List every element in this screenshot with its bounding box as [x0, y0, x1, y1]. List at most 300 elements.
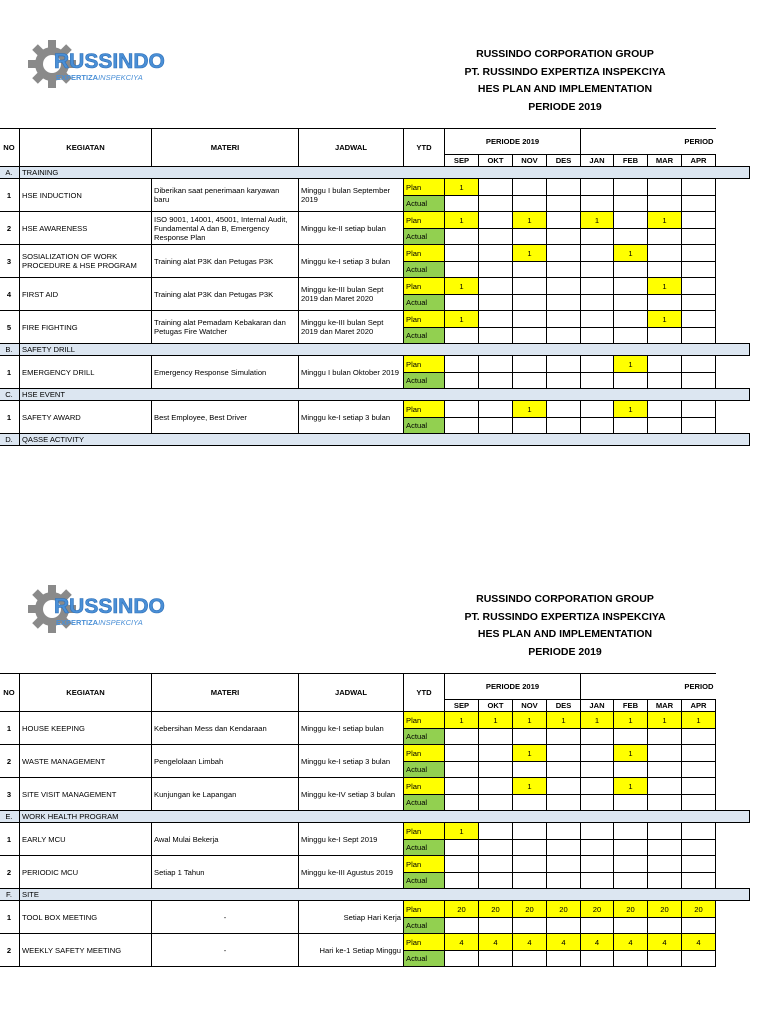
- ytd-plan-label: Plan: [404, 901, 445, 918]
- actual-cell: [648, 762, 682, 778]
- activity-material: Emergency Response Simulation: [152, 356, 299, 389]
- actual-cell: [513, 951, 547, 967]
- plan-cell: [682, 278, 716, 295]
- actual-cell: [479, 918, 513, 934]
- plan-cell: 4: [445, 934, 479, 951]
- section-code: C.: [0, 389, 20, 401]
- activity-name: FIRST AID: [20, 278, 152, 311]
- plan-cell: [547, 245, 581, 262]
- actual-cell: [614, 840, 648, 856]
- plan-cell: 1: [547, 712, 581, 729]
- activity-material: Kunjungan ke Lapangan: [152, 778, 299, 811]
- actual-cell: [682, 795, 716, 811]
- col-header-month: APR: [682, 155, 716, 167]
- actual-cell: [648, 229, 682, 245]
- plan-cell: 20: [445, 901, 479, 918]
- hes-plan-table-1: [0, 128, 750, 446]
- activity-plan-row: [0, 856, 750, 873]
- section-title: TRAINING: [20, 167, 750, 179]
- activity-material: Pengelolaan Limbah: [152, 745, 299, 778]
- section-code: F.: [0, 889, 20, 901]
- plan-cell: [581, 401, 614, 418]
- plan-cell: [479, 745, 513, 762]
- plan-cell: [479, 278, 513, 295]
- actual-cell: [581, 373, 614, 389]
- activity-schedule: Minggu ke-I Sept 2019: [299, 823, 404, 856]
- actual-cell: [682, 918, 716, 934]
- plan-cell: 20: [581, 901, 614, 918]
- plan-cell: 1: [614, 778, 648, 795]
- actual-cell: [445, 951, 479, 967]
- plan-cell: [547, 356, 581, 373]
- row-number: 2: [0, 934, 20, 967]
- logo-wordmark: RUSSINDO: [54, 595, 165, 618]
- plan-cell: [648, 245, 682, 262]
- plan-cell: 1: [648, 712, 682, 729]
- plan-cell: [682, 856, 716, 873]
- ytd-plan-label: Plan: [404, 401, 445, 418]
- company-name: PT. RUSSINDO EXPERTIZA INSPEKCIYA: [464, 610, 666, 623]
- actual-cell: [648, 840, 682, 856]
- col-header-month: MAR: [648, 700, 682, 712]
- ytd-plan-label: Plan: [404, 856, 445, 873]
- actual-cell: [445, 840, 479, 856]
- actual-cell: [445, 229, 479, 245]
- col-header-month: FEB: [614, 700, 648, 712]
- actual-cell: [479, 951, 513, 967]
- plan-cell: [445, 745, 479, 762]
- actual-cell: [547, 918, 581, 934]
- actual-cell: [581, 262, 614, 278]
- row-number: 3: [0, 778, 20, 811]
- activity-name: SOSIALIZATION OF WORK PROCEDURE & HSE PROGRAM: [20, 245, 152, 278]
- svg-text:EXPERTIZAINSPEKCIYA: EXPERTIZAINSPEKCIYA: [56, 73, 143, 82]
- actual-cell: [614, 295, 648, 311]
- row-number: 1: [0, 401, 20, 434]
- col-header-month: OKT: [479, 700, 513, 712]
- actual-cell: [682, 295, 716, 311]
- plan-cell: [682, 401, 716, 418]
- actual-cell: [513, 373, 547, 389]
- activity-schedule: Minggu I bulan September 2019: [299, 179, 404, 212]
- col-header-month: NOV: [513, 700, 547, 712]
- company-group-name: RUSSINDO CORPORATION GROUP: [476, 48, 654, 60]
- col-header-no: NO: [0, 674, 20, 712]
- plan-cell: [682, 356, 716, 373]
- activity-schedule: Minggu ke-IV setiap 3 bulan: [299, 778, 404, 811]
- svg-text:EXPERTIZAINSPEKCIYA: EXPERTIZAINSPEKCIYA: [56, 618, 143, 627]
- plan-cell: [648, 823, 682, 840]
- company-header: [420, 46, 710, 116]
- plan-cell: [479, 245, 513, 262]
- actual-cell: [479, 328, 513, 344]
- col-header-jadwal: JADWAL: [299, 129, 404, 167]
- plan-cell: 1: [513, 212, 547, 229]
- actual-cell: [445, 373, 479, 389]
- actual-cell: [581, 196, 614, 212]
- activity-schedule: Minggu ke-III Agustus 2019: [299, 856, 404, 889]
- section-code: D.: [0, 434, 20, 446]
- actual-cell: [614, 762, 648, 778]
- actual-cell: [682, 229, 716, 245]
- plan-cell: [513, 179, 547, 196]
- plan-cell: 1: [648, 212, 682, 229]
- activity-name: HOUSE KEEPING: [20, 712, 152, 745]
- activity-plan-row: [0, 212, 750, 229]
- plan-cell: [614, 856, 648, 873]
- plan-cell: 20: [682, 901, 716, 918]
- plan-cell: 20: [479, 901, 513, 918]
- col-header-kegiatan: KEGIATAN: [20, 674, 152, 712]
- actual-cell: [614, 373, 648, 389]
- plan-cell: 4: [614, 934, 648, 951]
- activity-plan-row: [0, 278, 750, 295]
- actual-cell: [581, 951, 614, 967]
- activity-plan-row: [0, 823, 750, 840]
- actual-cell: [682, 418, 716, 434]
- ytd-actual-label: Actual: [404, 840, 445, 856]
- actual-cell: [682, 762, 716, 778]
- col-header-month: FEB: [614, 155, 648, 167]
- plan-cell: [581, 278, 614, 295]
- plan-cell: [648, 401, 682, 418]
- actual-cell: [547, 328, 581, 344]
- col-header-month: JAN: [581, 155, 614, 167]
- plan-cell: 1: [682, 712, 716, 729]
- activity-schedule: Hari ke-1 Setiap Minggu: [299, 934, 404, 967]
- plan-cell: [547, 745, 581, 762]
- plan-cell: 4: [682, 934, 716, 951]
- plan-cell: [648, 856, 682, 873]
- col-header-materi: MATERI: [152, 674, 299, 712]
- activity-material: Training alat Pemadam Kebakaran dan Petugas Fire Watcher: [152, 311, 299, 344]
- activity-schedule: Minggu I bulan Oktober 2019: [299, 356, 404, 389]
- actual-cell: [513, 762, 547, 778]
- plan-cell: 1: [445, 212, 479, 229]
- actual-cell: [682, 951, 716, 967]
- actual-cell: [513, 918, 547, 934]
- plan-cell: 1: [614, 401, 648, 418]
- activity-name: SAFETY AWARD: [20, 401, 152, 434]
- ytd-actual-label: Actual: [404, 795, 445, 811]
- actual-cell: [513, 729, 547, 745]
- plan-cell: [547, 212, 581, 229]
- actual-cell: [513, 418, 547, 434]
- section-title: SAFETY DRILL: [20, 344, 750, 356]
- ytd-plan-label: Plan: [404, 712, 445, 729]
- actual-cell: [547, 229, 581, 245]
- actual-cell: [581, 762, 614, 778]
- ytd-plan-label: Plan: [404, 245, 445, 262]
- actual-cell: [547, 729, 581, 745]
- col-header-no: NO: [0, 129, 20, 167]
- actual-cell: [479, 840, 513, 856]
- actual-cell: [614, 873, 648, 889]
- plan-cell: 1: [445, 278, 479, 295]
- activity-name: FIRE FIGHTING: [20, 311, 152, 344]
- activity-plan-row: [0, 245, 750, 262]
- col-header-month: NOV: [513, 155, 547, 167]
- plan-cell: [682, 745, 716, 762]
- plan-cell: [614, 278, 648, 295]
- activity-schedule: Minggu ke-I setiap bulan: [299, 712, 404, 745]
- actual-cell: [682, 196, 716, 212]
- plan-cell: [445, 245, 479, 262]
- actual-cell: [581, 418, 614, 434]
- plan-cell: [581, 245, 614, 262]
- plan-cell: 1: [581, 212, 614, 229]
- plan-cell: 1: [513, 245, 547, 262]
- plan-cell: [648, 179, 682, 196]
- actual-cell: [479, 295, 513, 311]
- actual-cell: [614, 196, 648, 212]
- activity-name: EMERGENCY DRILL: [20, 356, 152, 389]
- company-logo: [24, 581, 174, 637]
- actual-cell: [648, 873, 682, 889]
- ytd-plan-label: Plan: [404, 179, 445, 196]
- plan-cell: 1: [614, 245, 648, 262]
- actual-cell: [479, 762, 513, 778]
- plan-cell: [581, 745, 614, 762]
- actual-cell: [581, 873, 614, 889]
- activity-material: Setiap 1 Tahun: [152, 856, 299, 889]
- hes-plan-table-2: [0, 673, 750, 967]
- actual-cell: [581, 840, 614, 856]
- plan-cell: [682, 311, 716, 328]
- plan-cell: [547, 401, 581, 418]
- col-header-month: DES: [547, 155, 581, 167]
- plan-cell: [547, 823, 581, 840]
- actual-cell: [614, 951, 648, 967]
- ytd-plan-label: Plan: [404, 356, 445, 373]
- actual-cell: [479, 262, 513, 278]
- plan-cell: [547, 278, 581, 295]
- plan-cell: [648, 356, 682, 373]
- section-title: WORK HEALTH PROGRAM: [20, 811, 750, 823]
- ytd-actual-label: Actual: [404, 762, 445, 778]
- activity-schedule: Minggu ke-III bulan Sept 2019 dan Maret 2020: [299, 278, 404, 311]
- actual-cell: [648, 795, 682, 811]
- actual-cell: [445, 795, 479, 811]
- section-title: SITE: [20, 889, 750, 901]
- col-header-month: APR: [682, 700, 716, 712]
- header-row: [0, 674, 750, 700]
- actual-cell: [445, 873, 479, 889]
- plan-cell: 1: [614, 712, 648, 729]
- section-row: [0, 167, 750, 179]
- actual-cell: [479, 795, 513, 811]
- plan-cell: 1: [614, 745, 648, 762]
- activity-plan-row: [0, 901, 750, 918]
- plan-cell: [581, 356, 614, 373]
- section-code: B.: [0, 344, 20, 356]
- plan-cell: [547, 179, 581, 196]
- ytd-plan-label: Plan: [404, 823, 445, 840]
- plan-cell: [479, 179, 513, 196]
- row-number: 2: [0, 745, 20, 778]
- activity-material: ISO 9001, 14001, 45001, Internal Audit, Fundamental A dan B, Emergency Response Plan: [152, 212, 299, 245]
- section-row: [0, 344, 750, 356]
- section-title: QASSE ACTIVITY: [20, 434, 750, 446]
- actual-cell: [547, 418, 581, 434]
- plan-cell: 1: [513, 745, 547, 762]
- actual-cell: [513, 295, 547, 311]
- activity-schedule: Minggu ke-I setiap 3 bulan: [299, 401, 404, 434]
- section-code: A.: [0, 167, 20, 179]
- actual-cell: [648, 951, 682, 967]
- actual-cell: [648, 418, 682, 434]
- plan-cell: 1: [513, 778, 547, 795]
- actual-cell: [682, 729, 716, 745]
- col-header-periode-next: PERIOD: [581, 674, 716, 700]
- actual-cell: [445, 762, 479, 778]
- activity-schedule: Minggu ke-II setiap bulan: [299, 212, 404, 245]
- actual-cell: [614, 918, 648, 934]
- actual-cell: [479, 196, 513, 212]
- col-header-materi: MATERI: [152, 129, 299, 167]
- plan-cell: [445, 356, 479, 373]
- actual-cell: [445, 418, 479, 434]
- col-header-month: OKT: [479, 155, 513, 167]
- ytd-plan-label: Plan: [404, 778, 445, 795]
- plan-cell: [479, 823, 513, 840]
- actual-cell: [445, 918, 479, 934]
- actual-cell: [581, 328, 614, 344]
- company-logo: [24, 36, 174, 92]
- col-header-month: MAR: [648, 155, 682, 167]
- plan-cell: [513, 311, 547, 328]
- activity-plan-row: [0, 179, 750, 196]
- actual-cell: [547, 762, 581, 778]
- activity-material: Awal Mulai Bekerja: [152, 823, 299, 856]
- actual-cell: [581, 295, 614, 311]
- activity-material: Kebersihan Mess dan Kendaraan: [152, 712, 299, 745]
- actual-cell: [547, 795, 581, 811]
- ytd-plan-label: Plan: [404, 934, 445, 951]
- plan-cell: [614, 823, 648, 840]
- row-number: 1: [0, 712, 20, 745]
- plan-cell: 4: [648, 934, 682, 951]
- actual-cell: [648, 295, 682, 311]
- ytd-plan-label: Plan: [404, 278, 445, 295]
- ytd-actual-label: Actual: [404, 918, 445, 934]
- activity-schedule: Minggu ke-III bulan Sept 2019 dan Maret 2020: [299, 311, 404, 344]
- row-number: 1: [0, 179, 20, 212]
- activity-name: TOOL BOX MEETING: [20, 901, 152, 934]
- actual-cell: [648, 196, 682, 212]
- plan-cell: 20: [648, 901, 682, 918]
- actual-cell: [648, 262, 682, 278]
- col-header-ytd: YTD: [404, 129, 445, 167]
- col-header-month: SEP: [445, 155, 479, 167]
- plan-cell: [581, 778, 614, 795]
- plan-cell: [682, 245, 716, 262]
- plan-cell: [682, 778, 716, 795]
- plan-cell: [479, 778, 513, 795]
- activity-plan-row: [0, 778, 750, 795]
- actual-cell: [614, 229, 648, 245]
- logo-wordmark: RUSSINDO: [54, 50, 165, 73]
- activity-schedule: Minggu ke-I setiap 3 bulan: [299, 745, 404, 778]
- plan-cell: 1: [648, 311, 682, 328]
- actual-cell: [614, 262, 648, 278]
- actual-cell: [513, 229, 547, 245]
- row-number: 2: [0, 856, 20, 889]
- actual-cell: [648, 729, 682, 745]
- plan-cell: [479, 212, 513, 229]
- actual-cell: [513, 262, 547, 278]
- ytd-plan-label: Plan: [404, 311, 445, 328]
- ytd-actual-label: Actual: [404, 196, 445, 212]
- plan-cell: [513, 356, 547, 373]
- actual-cell: [513, 840, 547, 856]
- col-header-periode: PERIODE 2019: [445, 129, 581, 155]
- plan-cell: [513, 856, 547, 873]
- activity-schedule: Setiap Hari Kerja: [299, 901, 404, 934]
- plan-cell: [479, 356, 513, 373]
- actual-cell: [479, 418, 513, 434]
- plan-cell: 1: [445, 712, 479, 729]
- plan-cell: [614, 311, 648, 328]
- ytd-actual-label: Actual: [404, 873, 445, 889]
- plan-cell: [581, 311, 614, 328]
- actual-cell: [682, 840, 716, 856]
- actual-cell: [445, 729, 479, 745]
- actual-cell: [682, 328, 716, 344]
- plan-cell: 4: [581, 934, 614, 951]
- actual-cell: [547, 951, 581, 967]
- activity-material: -: [152, 901, 299, 934]
- plan-cell: 1: [445, 179, 479, 196]
- row-number: 3: [0, 245, 20, 278]
- plan-cell: [614, 212, 648, 229]
- plan-cell: [682, 212, 716, 229]
- plan-cell: [581, 856, 614, 873]
- activity-name: WEEKLY SAFETY MEETING: [20, 934, 152, 967]
- actual-cell: [513, 795, 547, 811]
- company-name: PT. RUSSINDO EXPERTIZA INSPEKCIYA: [464, 65, 666, 78]
- actual-cell: [648, 328, 682, 344]
- row-number: 1: [0, 823, 20, 856]
- ytd-actual-label: Actual: [404, 373, 445, 389]
- actual-cell: [581, 795, 614, 811]
- plan-cell: [479, 311, 513, 328]
- plan-cell: [614, 179, 648, 196]
- col-header-month: DES: [547, 700, 581, 712]
- plan-cell: [547, 778, 581, 795]
- actual-cell: [581, 729, 614, 745]
- plan-cell: 20: [614, 901, 648, 918]
- plan-cell: 1: [479, 712, 513, 729]
- activity-plan-row: [0, 745, 750, 762]
- ytd-actual-label: Actual: [404, 262, 445, 278]
- section-title: HSE EVENT: [20, 389, 750, 401]
- plan-cell: [445, 401, 479, 418]
- plan-cell: [445, 778, 479, 795]
- ytd-plan-label: Plan: [404, 745, 445, 762]
- ytd-actual-label: Actual: [404, 951, 445, 967]
- activity-material: Training alat P3K dan Petugas P3K: [152, 278, 299, 311]
- actual-cell: [445, 196, 479, 212]
- plan-cell: 4: [547, 934, 581, 951]
- activity-material: -: [152, 934, 299, 967]
- actual-cell: [445, 328, 479, 344]
- activity-material: Best Employee, Best Driver: [152, 401, 299, 434]
- col-header-month: JAN: [581, 700, 614, 712]
- actual-cell: [581, 229, 614, 245]
- actual-cell: [682, 873, 716, 889]
- ytd-plan-label: Plan: [404, 212, 445, 229]
